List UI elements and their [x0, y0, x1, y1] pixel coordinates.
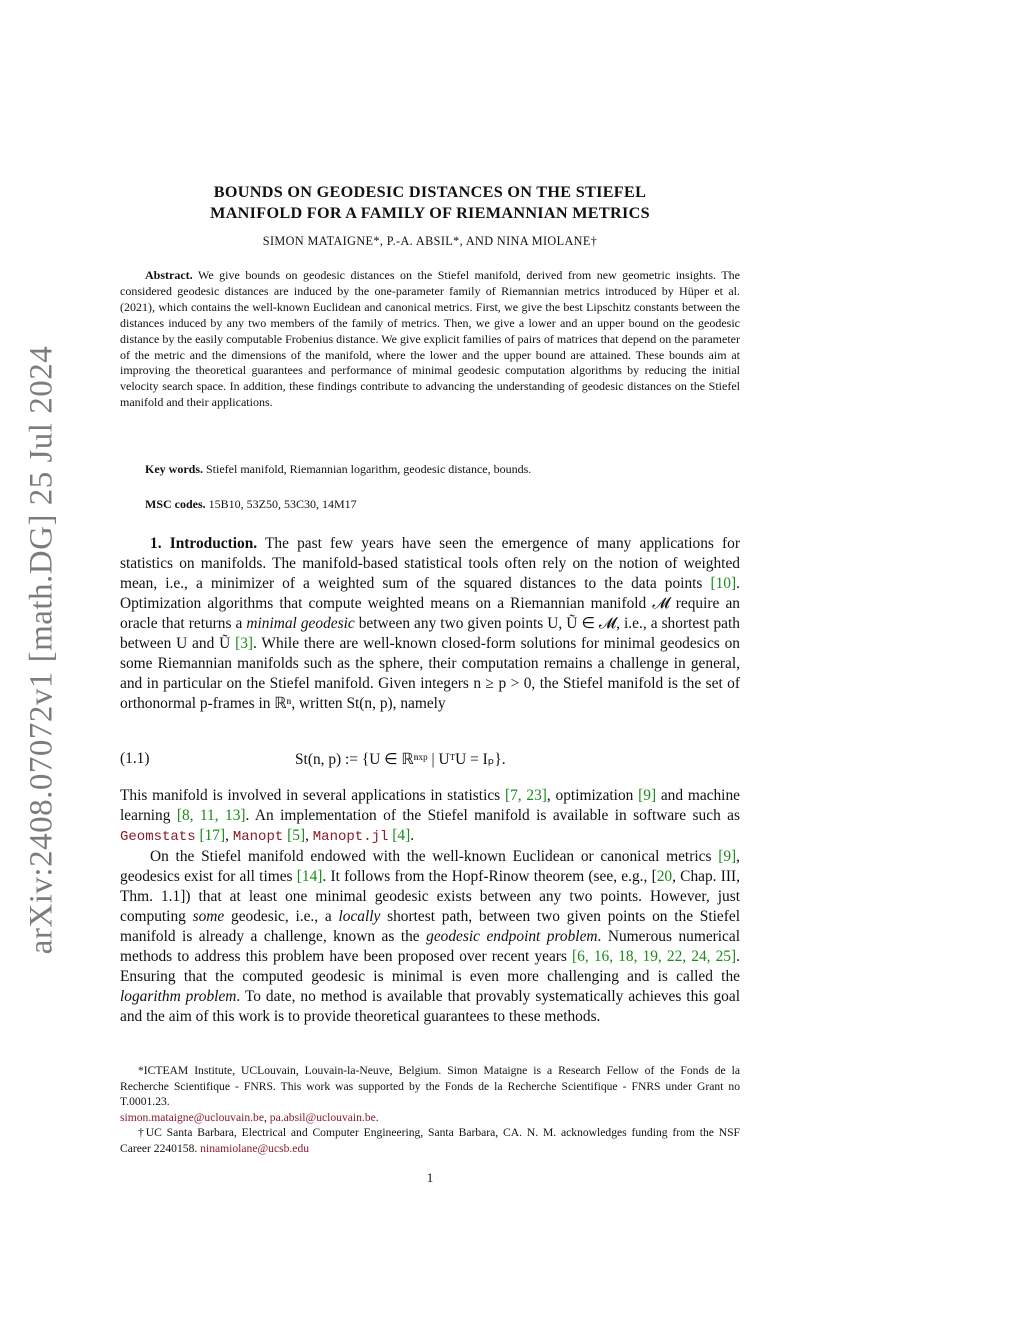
para-text: shortest path, between two given points on the Stiefel manifold is already a challenge, known as the	[120, 908, 740, 945]
paper-title	[120, 182, 740, 224]
citation-link[interactable]: [14]	[296, 868, 323, 885]
abstract-label: Abstract.	[145, 268, 193, 282]
page-number: 1	[426, 1170, 434, 1185]
equation-number: (1.1)	[120, 750, 150, 767]
software-link-manopt[interactable]: Manopt	[232, 829, 284, 845]
msc-codes	[145, 497, 740, 512]
email-link[interactable]: pa.absil@uclouvain.be	[269, 1110, 376, 1124]
footnote-text: .	[375, 1110, 379, 1124]
emphasis: locally	[338, 908, 381, 925]
citation-link[interactable]: 20	[656, 868, 673, 885]
citation-link[interactable]: [5]	[287, 827, 306, 844]
msc-label: MSC codes.	[145, 497, 206, 511]
para-text: and machine learning	[120, 787, 740, 824]
arxiv-stamp: arXiv:2408.07072v1 [math.DG] 25 Jul 2024	[23, 345, 60, 955]
emphasis: logarithm problem	[120, 988, 237, 1005]
email-link[interactable]: simon.mataigne@uclouvain.be	[120, 1110, 264, 1124]
citation-link[interactable]: [6, 16, 18, 19, 22, 24, 25]	[572, 948, 737, 965]
footnote-1	[120, 1063, 740, 1110]
para-text: ,	[225, 827, 233, 844]
intro-text: . Optimization algorithms that compute weighted means on a Riemannian manifold 𝓜 require an oracle that returns a	[120, 575, 740, 632]
citation-link[interactable]: [10]	[710, 575, 737, 592]
emphasis: some	[192, 908, 225, 925]
para-text: geodesic, i.e., a	[224, 908, 339, 925]
para-text: . It follows from the Hopf-Rinow theorem (see, e.g., [	[322, 868, 657, 885]
para-text: . To date, no method is available that provably systematically achieves this goal and the aim of this work is to provide theoretical guarantees to these methods.	[120, 988, 740, 1025]
keywords-text: Stiefel manifold, Riemannian logarithm, geodesic distance, bounds.	[206, 462, 532, 476]
emphasis: minimal geodesic	[246, 615, 355, 632]
para-text: On the Stiefel manifold endowed with the well-known Euclidean or canonical metrics	[150, 848, 719, 865]
para-text: , geodesics exist for all times	[120, 848, 740, 885]
abstract-text: We give bounds on geodesic distances on the Stiefel manifold, derived from new geometric insights. The considered geodesic distances are induced by the one-parameter family of Riemannian metrics introduced by Hüper et al. (2021), which contains the well-known Euclidean and canonical metrics. First, we give the best Lipschitz constants between the distances induced by any two members of the family of metrics. Then, we give a lower and an upper bound on the geodesic distance by the easily computable Frobenius distance. We give explicit families of pairs of matrices that depend on the parameter of the metric and the dimensions of the manifold, where the lower and the upper bound are attained. These bounds aim at improving the theoretical guarantees and performance of minimal geodesic computation algorithms by reducing the initial velocity search space. In addition, these findings contribute to advancing the understanding of geodesic distances on the Stiefel manifold and their applications.	[120, 268, 740, 410]
title-line-1: BOUNDS ON GEODESIC DISTANCES ON THE STIEFEL	[213, 183, 647, 201]
abstract	[120, 268, 740, 411]
footnote-emails	[120, 1110, 740, 1126]
email-link[interactable]: ninamiolane@ucsb.edu	[200, 1141, 310, 1155]
footnotes	[120, 1063, 740, 1157]
emphasis: geodesic endpoint problem	[426, 928, 598, 945]
para-text: This manifold is involved in several applications in statistics	[120, 787, 505, 804]
citation-link[interactable]: [8, 11, 13]	[176, 807, 246, 824]
para-text: . An implementation of the Stiefel manifold is available in software such as	[245, 807, 740, 824]
citation-link[interactable]: [9]	[638, 787, 657, 804]
introduction-paragraph	[120, 534, 740, 714]
software-link-manopt-jl[interactable]: Manopt.jl	[312, 829, 389, 845]
paragraph-geodesics	[120, 847, 740, 1027]
authors: SIMON MATAIGNE*, P.-A. ABSIL*, AND NINA MIOLANE†	[262, 234, 598, 248]
equation-1-1	[120, 750, 740, 772]
para-text: . Ensuring that the computed geodesic is minimal is even more challenging and is called the	[120, 948, 740, 985]
intro-text: . While there are well-known closed-form solutions for minimal geodesics on some Riemannian manifolds such as the sphere, their computation remains a challenge in general, and in particular on the Stiefel manifold. Given integers n ≥ p > 0, the Stiefel manifold is the set of orthonormal p-frames in ℝⁿ, written St(n, p), namely	[120, 635, 740, 712]
section-title: Introduction.	[169, 535, 258, 552]
footnote-text: †UC Santa Barbara, Electrical and Computer Engineering, Santa Barbara, CA. N. M. acknowledges funding from the NSF Career 2240158.	[120, 1126, 740, 1155]
citation-link[interactable]: [4]	[392, 827, 411, 844]
footnote-text: ,	[263, 1110, 270, 1124]
paragraph-applications	[120, 786, 740, 847]
msc-text: 15B10, 53Z50, 53C30, 14M17	[208, 497, 357, 511]
section-number: 1.	[150, 535, 162, 552]
citation-link[interactable]: [7, 23]	[504, 787, 547, 804]
citation-link[interactable]: [9]	[718, 848, 737, 865]
para-text: .	[410, 827, 415, 844]
equation-body: St(n, p) := {U ∈ ℝⁿˣᵖ | UᵀU = Iₚ}.	[295, 751, 506, 768]
body-text	[120, 786, 740, 1027]
footnote-text: *ICTEAM Institute, UCLouvain, Louvain-la-Neuve, Belgium. Simon Mataigne is a Research Fellow of the Fonds de la Recherche Scientifique - FNRS. This work was supported by the Fonds de la Recherche Scientifique - FNRS under Grant no T.0001.23.	[120, 1064, 740, 1109]
intro-text: The past few years have seen the emergence of many applications for statistics on manifolds. The manifold-based statistical tools often rely on the notion of weighted mean, i.e., a minimizer of a weighted sum of the squared distances to the data points	[120, 535, 740, 592]
citation-link[interactable]: [17]	[199, 827, 226, 844]
para-text: , optimization	[546, 787, 639, 804]
intro-text: between any two given points U, Ũ ∈ 𝓜, i.e., a shortest path between U and Ũ	[120, 615, 740, 652]
keywords-label: Key words.	[145, 462, 203, 476]
keywords	[145, 462, 740, 477]
footnote-2	[120, 1125, 740, 1156]
citation-link[interactable]: [3]	[235, 635, 254, 652]
para-text: . Numerous numerical methods to address this problem have been proposed over recent years	[120, 928, 740, 965]
para-text: , Chap. III, Thm. 1.1]) that at least one minimal geodesic exists between any two points. However, just computing	[120, 868, 740, 925]
software-link-geomstats[interactable]: Geomstats	[120, 829, 196, 845]
title-line-2: MANIFOLD FOR A FAMILY OF RIEMANNIAN METRICS	[210, 204, 650, 222]
para-text: ,	[305, 827, 313, 844]
